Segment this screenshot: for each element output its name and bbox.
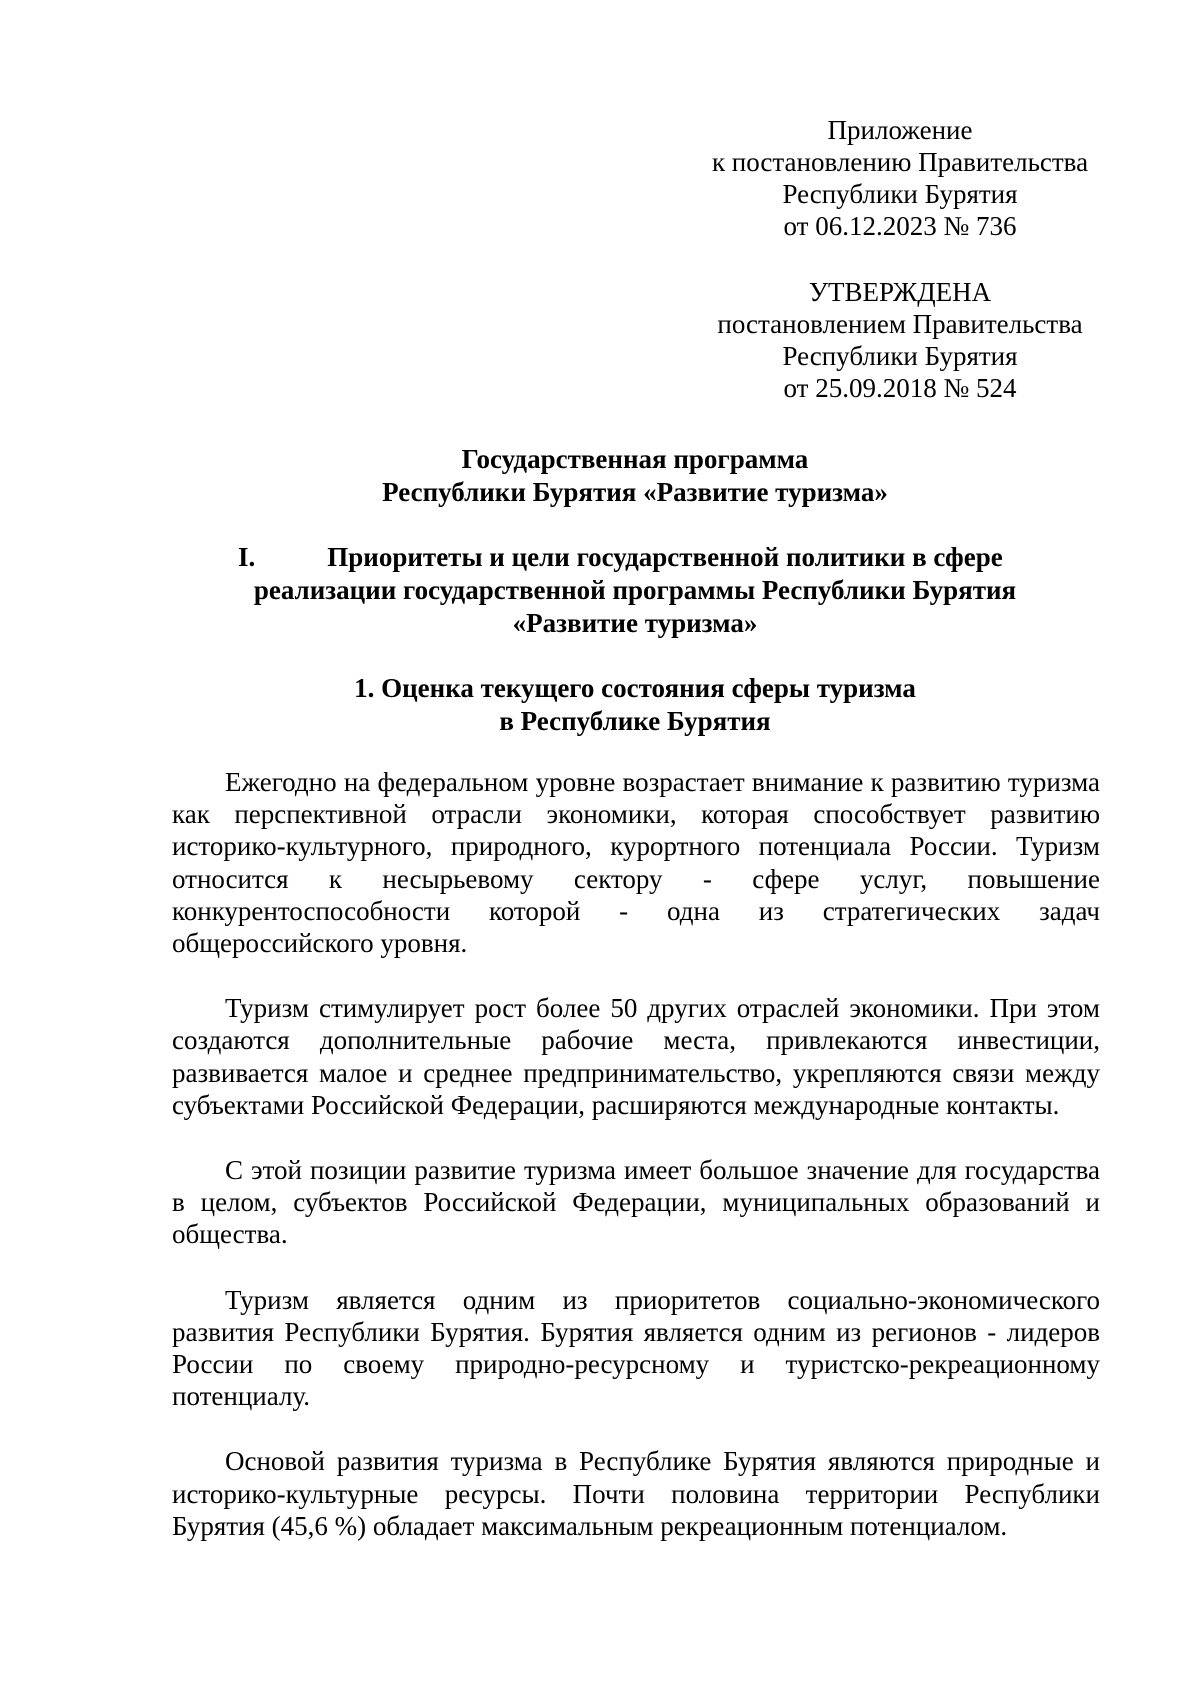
section-title-first-line bbox=[170, 541, 1100, 574]
subsection-title-line: в Республике Бурятия bbox=[499, 706, 771, 736]
program-title-line: Республики Бурятия «Развитие туризма» bbox=[382, 477, 888, 507]
approval-line: УТВЕРЖДЕНА bbox=[808, 277, 992, 307]
appendix-header bbox=[700, 114, 1100, 242]
paragraph: С этой позиции развитие туризма имеет большое значение для государства в целом, субъектов Российской Федерации, муниципальных образований и общества. bbox=[172, 1155, 1100, 1250]
approval-header bbox=[700, 276, 1100, 404]
program-title bbox=[170, 443, 1100, 509]
paragraph: Основой развития туризма в Республике Бурятия являются природные и историко-культурные ресурсы. Почти половина территории Республики Бурятия (45,6 %) обладает максимальным рекреационным потенциалом. bbox=[172, 1446, 1100, 1541]
paragraph: Туризм стимулирует рост более 50 других отраслей экономики. При этом создаются дополнительные рабочие места, привлекаются инвестиции, развивается малое и среднее предпринимательство, укрепляются связи между субъектами Российской Федерации, расширяются международные контакты. bbox=[172, 993, 1100, 1120]
approval-line: от 25.09.2018 № 524 bbox=[783, 373, 1017, 403]
section-title-line: «Развитие туризма» bbox=[512, 608, 758, 638]
approval-line: Республики Бурятия bbox=[782, 341, 1018, 371]
appendix-line: к постановлению Правительства bbox=[711, 147, 1089, 177]
appendix-line: Приложение bbox=[827, 115, 973, 145]
approval-line: постановлением Правительства bbox=[717, 309, 1083, 339]
appendix-line: от 06.12.2023 № 736 bbox=[783, 211, 1017, 241]
section-number: I. bbox=[238, 542, 256, 572]
section-title-line: реализации государственной программы Республики Бурятия bbox=[253, 575, 1017, 605]
section-title bbox=[170, 541, 1100, 640]
paragraph: Ежегодно на федеральном уровне возрастает внимание к развитию туризма как перспективной отрасли экономики, которая способствует развитию историко-культурного, природного, курортного потенциала России. Туризм относится к несырьевому сектору - сфере услуг, повышение конкурентоспособности которой - одна из стратегических задач общероссийского уровня. bbox=[172, 767, 1100, 959]
program-title-line: Государственная программа bbox=[461, 444, 809, 474]
section-title-line: Приоритеты и цели государственной политики в сфере bbox=[327, 542, 1003, 572]
body-text bbox=[172, 766, 1100, 1575]
appendix-line: Республики Бурятия bbox=[782, 179, 1018, 209]
subsection-title bbox=[170, 672, 1100, 738]
subsection-title-line: 1. Оценка текущего состояния сферы туризма bbox=[354, 673, 916, 703]
paragraph: Туризм является одним из приоритетов социально-экономического развития Республики Бурятия. Бурятия является одним из регионов - лидеров России по своему природно-ресурсному и туристско-рекреационному потенциалу. bbox=[172, 1284, 1100, 1412]
